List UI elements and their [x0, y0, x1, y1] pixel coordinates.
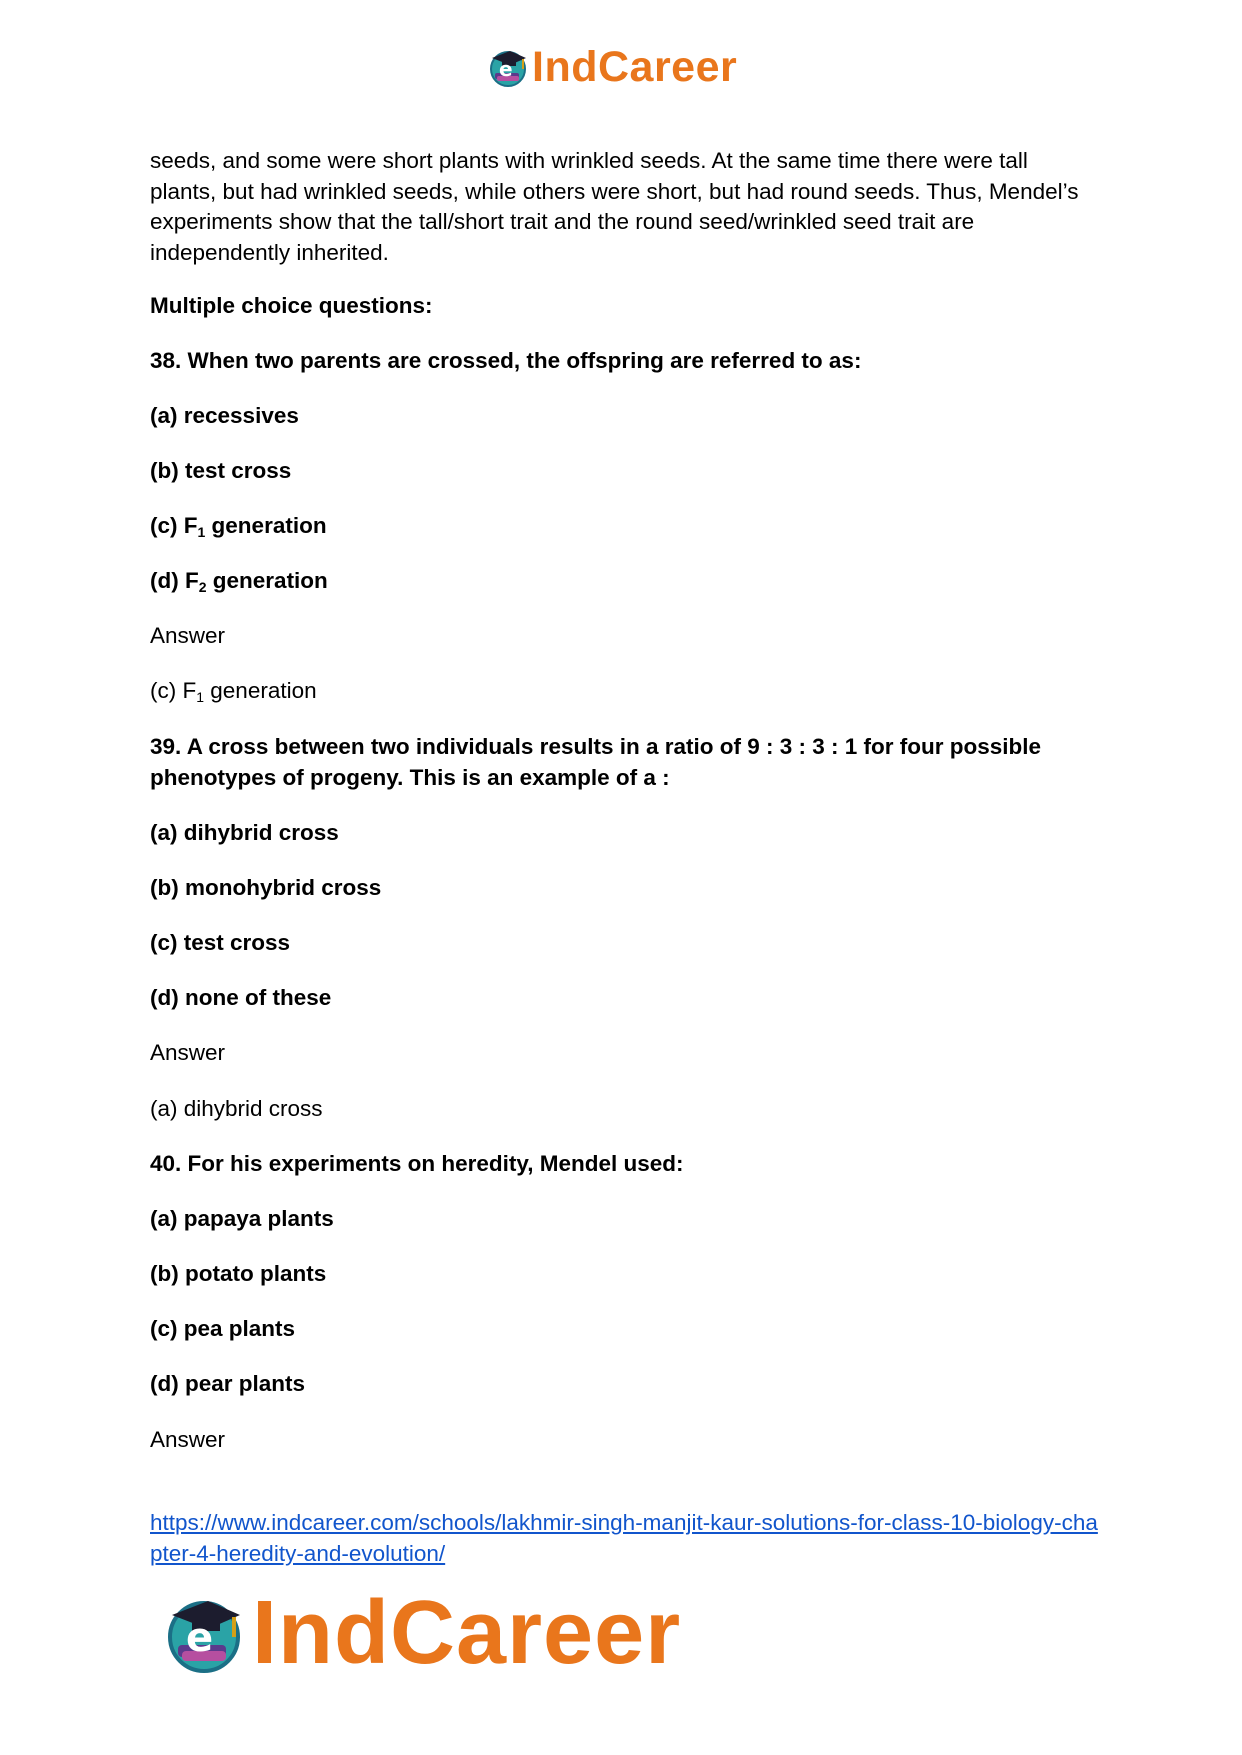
q40-option-a: (a) papaya plants — [150, 1206, 334, 1231]
q39-answer-label: Answer — [150, 1040, 226, 1065]
q40-option-b: (b) potato plants — [150, 1261, 327, 1286]
q38-option-c: (c) $F_1$ generation — [150, 513, 327, 540]
q38-answer: (c) $F_1$ generation — [150, 678, 317, 705]
q39-option-d: (d) none of these — [150, 985, 332, 1010]
header-logo — [486, 40, 737, 94]
graduation-cap-logo-icon — [160, 1589, 248, 1677]
brand-wordmark-large: IndCareer — [252, 1583, 682, 1683]
q40-answer-label: Answer — [150, 1427, 226, 1452]
graduation-cap-logo-icon — [486, 45, 530, 89]
intro-paragraph: seeds, and some were short plants with wrinkled seeds. At the same time there were tall plants, but had wrinkled seeds, while others were short, but had round seeds. Thus, Mendel’s experiments show that the tall/short trait and the round seed/wrinkled seed trait are independently inherited. — [150, 148, 1079, 265]
q38-option-a: (a) recessives — [150, 403, 299, 428]
q40-option-d: (d) pear plants — [150, 1371, 306, 1396]
q40-option-c: (c) pea plants — [150, 1316, 296, 1341]
question-38: 38. When two parents are crossed, the offspring are referred to as: — [150, 348, 862, 373]
q39-option-b: (b) monohybrid cross — [150, 875, 382, 900]
q39-option-c: (c) test cross — [150, 930, 291, 955]
footer-logo — [160, 1578, 681, 1688]
q38-answer-label: Answer — [150, 623, 226, 648]
svg-text:e: e — [186, 1615, 214, 1661]
svg-text:e: e — [499, 57, 513, 81]
q38-option-b: (b) test cross — [150, 458, 292, 483]
footer-source-link[interactable]: https://www.indcareer.com/schools/lakhmir-singh-manjit-kaur-solutions-for-class-10-biology-chapter-4-heredity-and-evolution/ — [150, 1510, 1098, 1566]
q39-option-a: (a) dihybrid cross — [150, 820, 339, 845]
section-heading: Multiple choice questions: — [150, 293, 433, 318]
q38-option-d: (d) $F_2$ generation — [150, 568, 328, 595]
question-39: 39. A cross between two individuals results in a ratio of 9 : 3 : 3 : 1 for four possible phenotypes of progeny. This is an example of a : — [150, 734, 1042, 790]
question-40: 40. For his experiments on heredity, Mendel used: — [150, 1151, 684, 1176]
q39-answer: (a) dihybrid cross — [150, 1096, 323, 1121]
brand-wordmark: IndCareer — [532, 42, 738, 91]
